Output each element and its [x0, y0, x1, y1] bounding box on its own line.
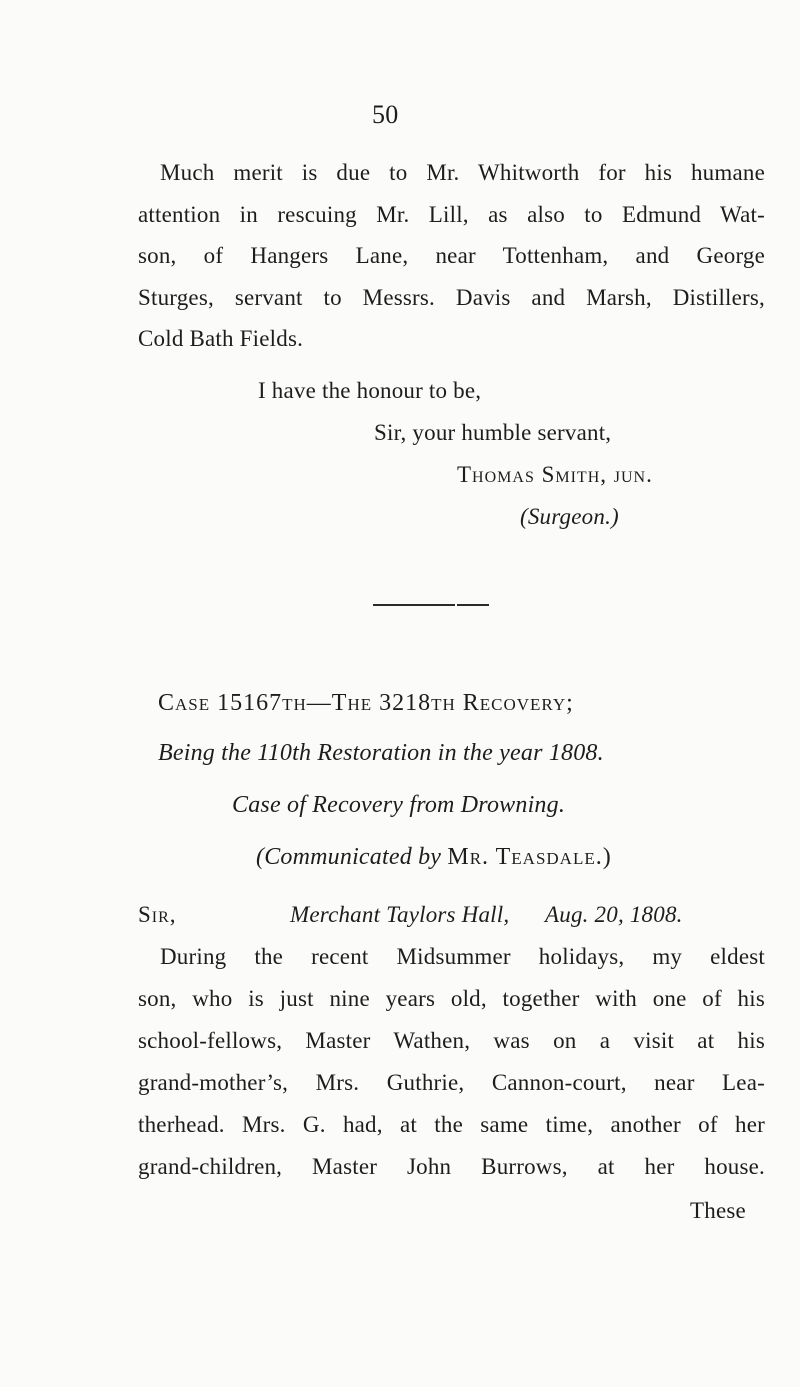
- salutation: Sir,: [138, 902, 177, 927]
- text-line: therhead. Mrs. G. had, at the same time, another of her: [138, 1112, 765, 1137]
- communicated-prefix: (Communicated by: [256, 844, 442, 870]
- closing-line: I have the honour to be,: [258, 378, 482, 403]
- catchword: These: [690, 1198, 746, 1223]
- date-text: Aug. 20, 1808.: [545, 902, 683, 927]
- closing-line: Sir, your humble servant,: [374, 420, 612, 445]
- signature: Thomas Smith, jun.: [457, 462, 653, 487]
- case-heading: Case 15167th—The 3218th Recovery;: [158, 690, 574, 716]
- text-line: son, who is just nine years old, together with one of his: [138, 986, 765, 1011]
- text-line: grand-children, Master John Burrows, at her house.: [138, 1154, 765, 1179]
- page-number: 50: [372, 100, 399, 129]
- case-subtitle: Case of Recovery from Drowning.: [232, 792, 566, 818]
- letter-location: Merchant Taylors Hall,: [290, 902, 510, 927]
- text-line: school-fellows, Master Wathen, was on a visit at his: [138, 1028, 765, 1053]
- letter-date: [545, 900, 683, 930]
- communicator-name: Mr. Teasdale.): [447, 844, 612, 870]
- restoration-line: Being the 110th Restoration in the year 1808.: [158, 740, 604, 766]
- communicated-line: [256, 842, 612, 872]
- text-line: Much merit is due to Mr. Whitworth for his humane: [160, 160, 765, 185]
- text-line: son, of Hangers Lane, near Tottenham, and George: [138, 243, 765, 268]
- signature-title: (Surgeon.): [520, 504, 619, 529]
- text-line: During the recent Midsummer holidays, my eldest: [160, 944, 765, 969]
- text-line: Cold Bath Fields.: [138, 326, 304, 351]
- text-line: Sturges, servant to Messrs. Davis and Marsh, Distillers,: [138, 285, 765, 310]
- text-line: grand-mother’s, Mrs. Guthrie, Cannon-court, near Lea-: [138, 1070, 765, 1095]
- text-line: attention in rescuing Mr. Lill, as also to Edmund Wat-: [138, 202, 765, 227]
